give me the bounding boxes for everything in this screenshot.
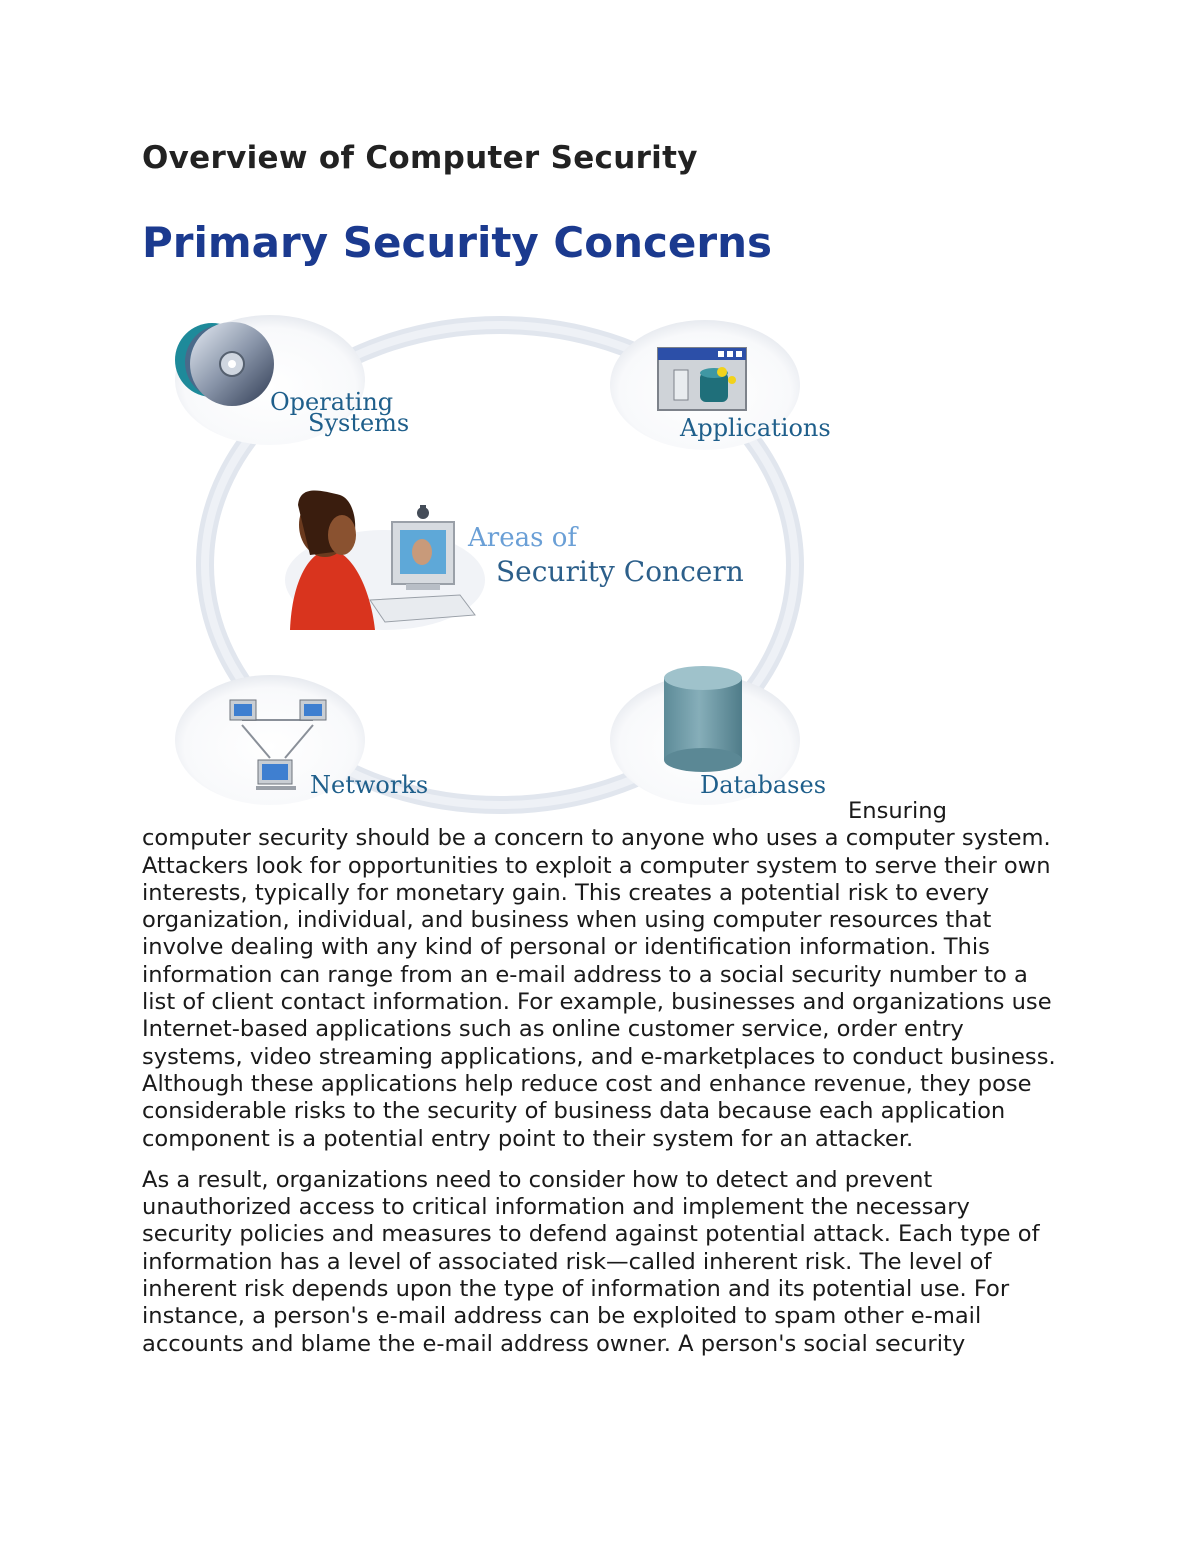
paragraph-2: As a result, organizations need to consider how to detect and prevent unauthorized access to critical information and implement the necessary security policies and measures to defend against potential attack. Each type of information has a level of associated risk—called inherent risk. The level of inherent risk depends upon the type of information and its potential use. For instance, a person's e-mail address can be exploited to spam other e-mail accounts and blame the e-mail address owner. A person's social security: [142, 1166, 1040, 1357]
application-window-icon: [658, 348, 746, 410]
databases-node: [610, 666, 826, 805]
database-cylinder-icon: [664, 666, 742, 772]
applications-label: Applications: [680, 414, 831, 442]
section-heading: Primary Security Concerns: [142, 218, 772, 267]
page-title: Overview of Computer Security: [142, 140, 698, 176]
center-label-line2: Security Concern: [496, 555, 744, 588]
networks-label: Networks: [310, 771, 429, 799]
person-at-computer-image: [285, 491, 485, 630]
paragraph-1-text: computer security should be a concern to anyone who uses a computer system. Attackers look for opportunities to exploit a computer system to serve their own interests, typically for monetary gain. This creates a potential risk to every organization, individual, and business when using computer resources that involve dealing with any kind of personal or identification information. This information can range from an e-mail address to a social security number to a list of client contact information. For example, businesses and organizations use Internet-based applications such as online customer service, order entry systems, video streaming applications, and e-marketplaces to conduct business. Although these applications help reduce cost and enhance revenue, they pose considerable risks to the security of business data because each application component is a potential entry point to their system for an attacker.: [142, 825, 1056, 1152]
paragraph-1: [142, 798, 1062, 1153]
security-concerns-diagram: [170, 300, 850, 830]
os-label-line2: Systems: [308, 409, 410, 437]
center-node: [285, 491, 744, 630]
applications-node: [610, 320, 831, 450]
os-label-line1: Operating: [270, 388, 394, 416]
databases-label: Databases: [700, 771, 827, 799]
center-label-line1: Areas of: [468, 523, 577, 553]
networks-node: [175, 675, 428, 805]
article-body: [142, 798, 1062, 1358]
paragraph-1-lead: Ensuring: [848, 798, 947, 824]
operating-systems-node: [175, 315, 409, 445]
